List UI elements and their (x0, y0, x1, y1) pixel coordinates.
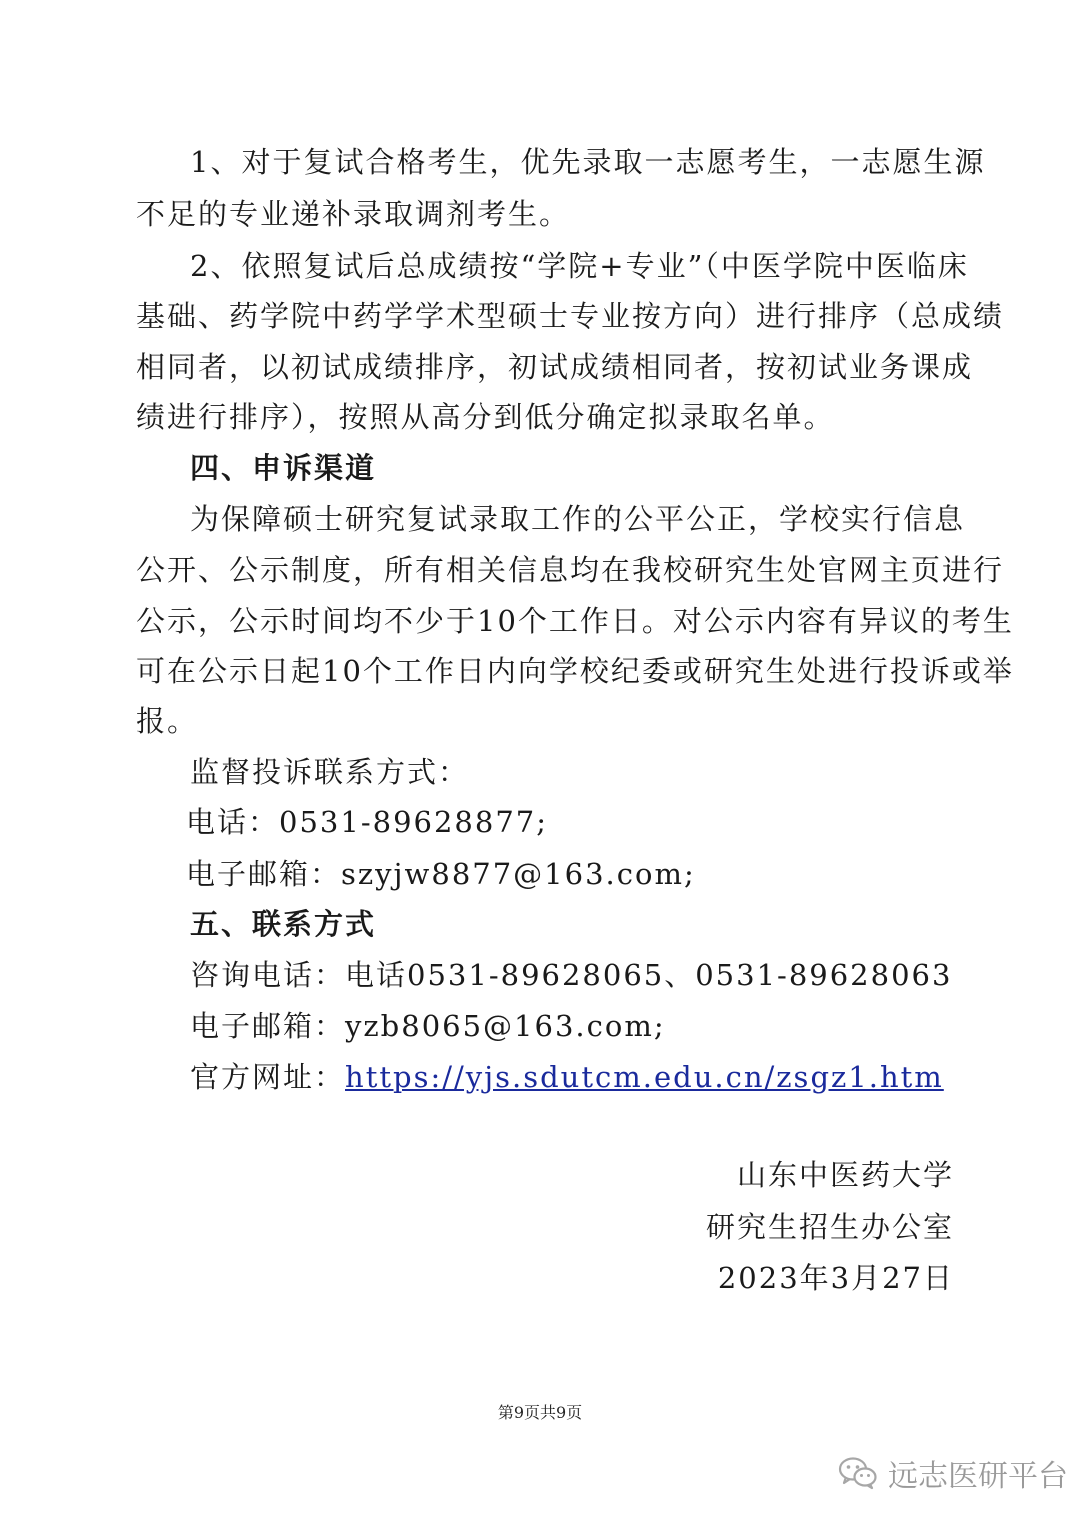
supervise-email (186, 854, 696, 894)
consult-phone (190, 955, 952, 995)
supervise-title: 监督投诉联系方式： (190, 755, 470, 789)
supervise-phone-label: 电话： (186, 805, 280, 839)
section4-para-line2: 公开、公示制度，所有相关信息均在我校研究生处官网主页进行 (136, 553, 1005, 587)
contact-email-label: 电子邮箱： (190, 1009, 346, 1043)
page-indicator: 第9页共9页 (497, 1403, 583, 1422)
official-site-link[interactable]: https://yjs.sdutcm.edu.cn/zsgz1.htm (345, 1060, 944, 1094)
official-site-label: 官方网址： (190, 1060, 346, 1094)
official-site (190, 1057, 944, 1097)
item2-line2: 基础、药学院中药学学术型硕士专业按方向）进行排序（总成绩 (136, 299, 1005, 333)
supervise-phone-value: 0531-89628877; (279, 805, 548, 839)
item1-line2: 不足的专业递补录取调剂考生。 (136, 197, 571, 231)
section4-para-line5: 报。 (136, 704, 199, 738)
section4-para-line3: 公示，公示时间均不少于10个工作日。对公示内容有异议的考生 (136, 604, 1014, 638)
contact-email-value: yzb8065@163.com; (345, 1009, 666, 1043)
item2-line1: 2、依照复试后总成绩按“学院+专业”（中医学院中医临床 (190, 249, 969, 283)
supervise-email-value: szyjw8877@163.com; (341, 857, 696, 891)
consult-phone-value: 电话0531-89628065、0531-89628063 (345, 958, 953, 992)
section5-heading: 五、联系方式 (190, 907, 377, 941)
signature-office: 研究生招生办公室 (705, 1210, 954, 1244)
watermark-text: 远志医研平台 (888, 1459, 1068, 1494)
supervise-phone (186, 802, 548, 842)
wechat-icon (838, 1456, 878, 1490)
signature-date: 2023年3月27日 (717, 1261, 954, 1295)
section4-heading: 四、申诉渠道 (190, 451, 377, 485)
item2-line4: 绩进行排序），按照从高分到低分确定拟录取名单。 (136, 400, 835, 434)
signature-org: 山东中医药大学 (736, 1158, 954, 1192)
section4-para-line4: 可在公示日起10个工作日内向学校纪委或研究生处进行投诉或举 (136, 654, 1014, 688)
item1-line1: 1、对于复试合格考生，优先录取一志愿考生，一志愿生源 (190, 145, 986, 179)
item2-line3: 相同者，以初试成绩排序，初试成绩相同者，按初试业务课成 (136, 350, 974, 384)
watermark (838, 1453, 1068, 1493)
contact-email (190, 1006, 666, 1046)
section4-para-line1: 为保障硕士研究复试录取工作的公平公正，学校实行信息 (190, 502, 966, 536)
supervise-email-label: 电子邮箱： (186, 857, 342, 891)
consult-phone-label: 咨询电话： (190, 958, 346, 992)
